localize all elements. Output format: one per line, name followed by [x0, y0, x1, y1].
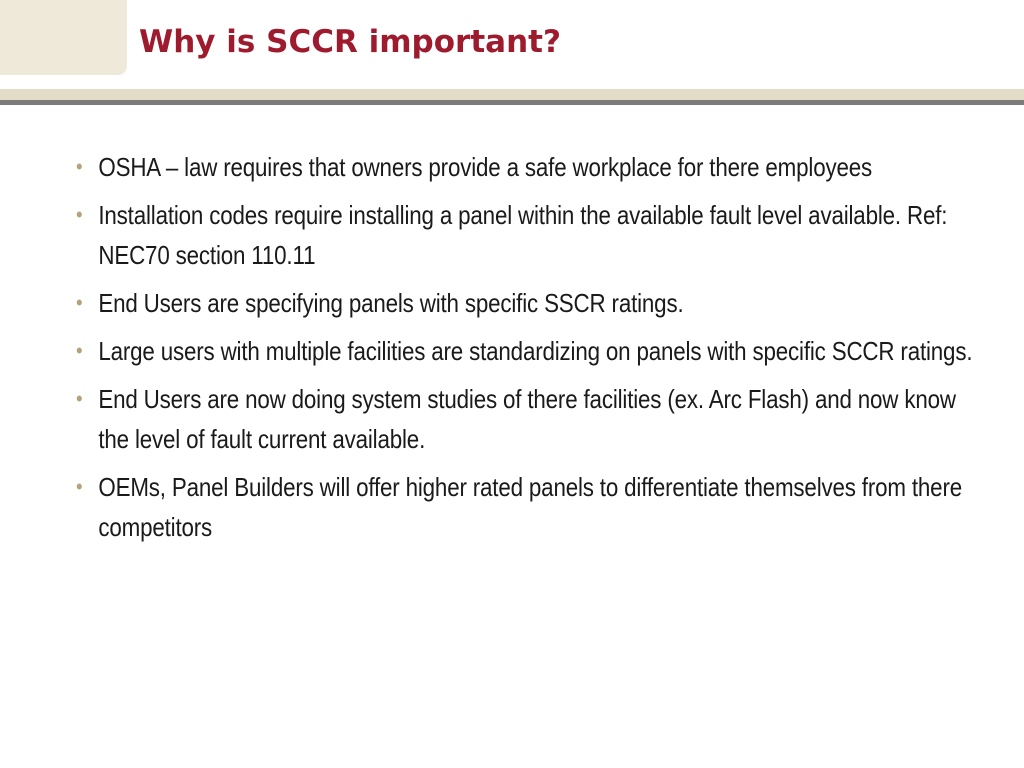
bullet-item: [76, 195, 978, 275]
header-rule-gray: [0, 100, 1024, 105]
bullet-text: OEMs, Panel Builders will offer higher rated panels to differentiate themselves from there competitors: [98, 472, 962, 542]
bullet-text: End Users are now doing system studies of there facilities (ex. Arc Flash) and now know the level of fault current available.: [98, 384, 956, 454]
bullet-item: [76, 331, 978, 371]
slide-title: Why is SCCR important?: [139, 24, 561, 60]
bullet-text: Large users with multiple facilities are standardizing on panels with specific SCCR ratings.: [98, 336, 973, 366]
bullet-marker: •: [76, 202, 83, 227]
bullet-item: [76, 283, 978, 323]
bullet-item: [76, 147, 978, 187]
header-rule-tan: [0, 89, 1024, 100]
corner-tab-decoration: [0, 0, 127, 75]
bullet-marker: •: [76, 154, 83, 179]
bullet-text: Installation codes require installing a panel within the available fault level available. Ref: NEC70 section 110.11: [98, 200, 948, 270]
bullet-marker: •: [76, 290, 83, 315]
bullet-item: [76, 467, 978, 547]
bullet-text: End Users are specifying panels with specific SSCR ratings.: [98, 288, 684, 318]
bullet-marker: •: [76, 474, 83, 499]
bullet-item: [76, 379, 978, 459]
bullet-list: [76, 147, 973, 555]
bullet-marker: •: [76, 386, 83, 411]
bullet-marker: •: [76, 338, 83, 363]
bullet-text: OSHA – law requires that owners provide a safe workplace for there employees: [98, 152, 873, 182]
